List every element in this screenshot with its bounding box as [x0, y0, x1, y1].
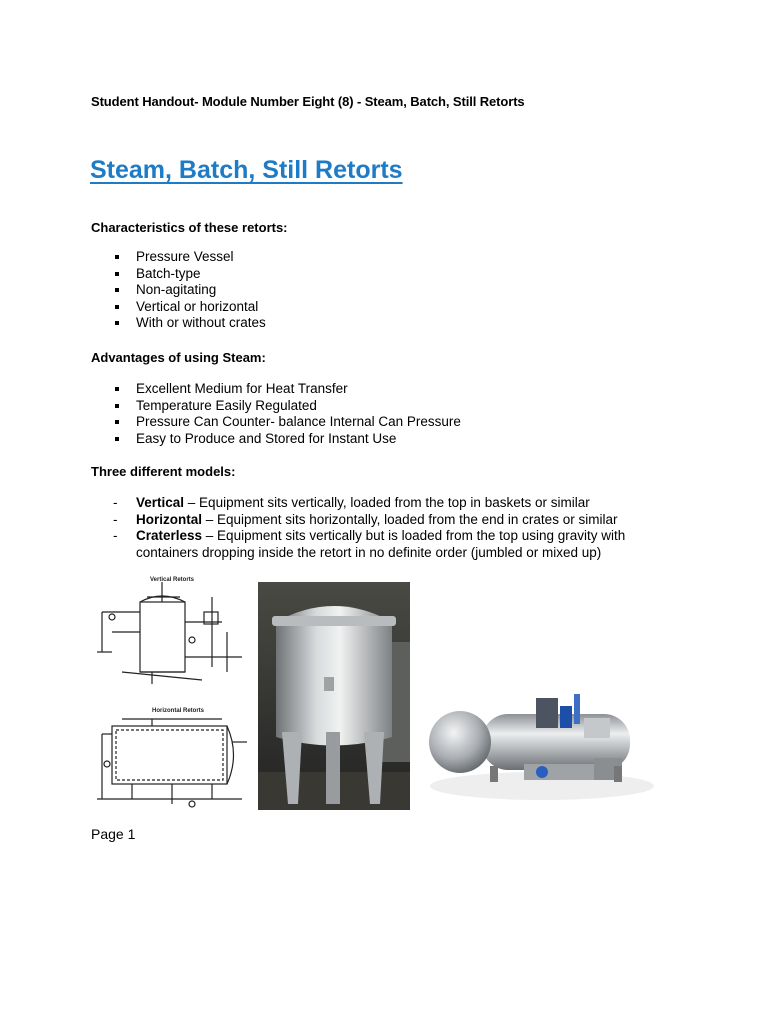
list-item: With or without crates: [113, 315, 266, 332]
characteristics-list: [113, 249, 266, 332]
list-item: - Craterless – Equipment sits vertically but is loaded from the top using gravity with containers dropping inside the retort in no definite order (jumbled or mixed up): [113, 528, 626, 560]
advantages-heading: Advantages of using Steam:: [91, 350, 266, 365]
advantages-list: [113, 381, 461, 447]
horizontal-retort-diagram: [92, 704, 252, 812]
models-heading: Three different models:: [91, 464, 236, 479]
list-item: Pressure Vessel: [113, 249, 266, 266]
model-desc: – Equipment sits vertically but is loaded from the top using gravity with containers dropping inside the retort in no definite order (jumbled or mixed up): [136, 528, 626, 560]
vertical-retorts-label: Vertical Retorts: [150, 577, 195, 583]
model-term: Horizontal: [136, 511, 202, 527]
list-item: - Horizontal – Equipment sits horizontally, loaded from the end in crates or similar: [113, 511, 618, 527]
list-item: Non-agitating: [113, 282, 266, 299]
list-item: Pressure Can Counter- balance Internal Can Pressure: [113, 414, 461, 431]
horizontal-retorts-label: Horizontal Retorts: [152, 708, 205, 714]
page-title: Steam, Batch, Still Retorts: [90, 156, 403, 184]
model-term: Vertical: [136, 495, 185, 510]
model-desc: – Equipment sits vertically, loaded from the top in baskets or similar: [184, 495, 590, 510]
characteristics-heading: Characteristics of these retorts:: [91, 220, 288, 235]
list-item: Batch-type: [113, 266, 266, 283]
handout-header: Student Handout- Module Number Eight (8) - Steam, Batch, Still Retorts: [91, 94, 525, 109]
list-item: Temperature Easily Regulated: [113, 398, 461, 415]
list-item: Vertical or horizontal: [113, 299, 266, 316]
list-item: Easy to Produce and Stored for Instant Use: [113, 431, 461, 448]
vertical-retort-diagram: [92, 572, 252, 692]
list-item: Excellent Medium for Heat Transfer: [113, 381, 461, 398]
model-term: Craterless: [136, 528, 203, 543]
horizontal-retort-render: [424, 668, 660, 808]
page-number: Page 1: [91, 826, 136, 842]
models-list: [113, 495, 666, 561]
list-item: - Vertical – Equipment sits vertically, loaded from the top in baskets or similar: [113, 495, 590, 510]
vertical-retort-photo: [258, 582, 410, 810]
model-desc: – Equipment sits horizontally, loaded from the end in crates or similar: [202, 511, 618, 527]
